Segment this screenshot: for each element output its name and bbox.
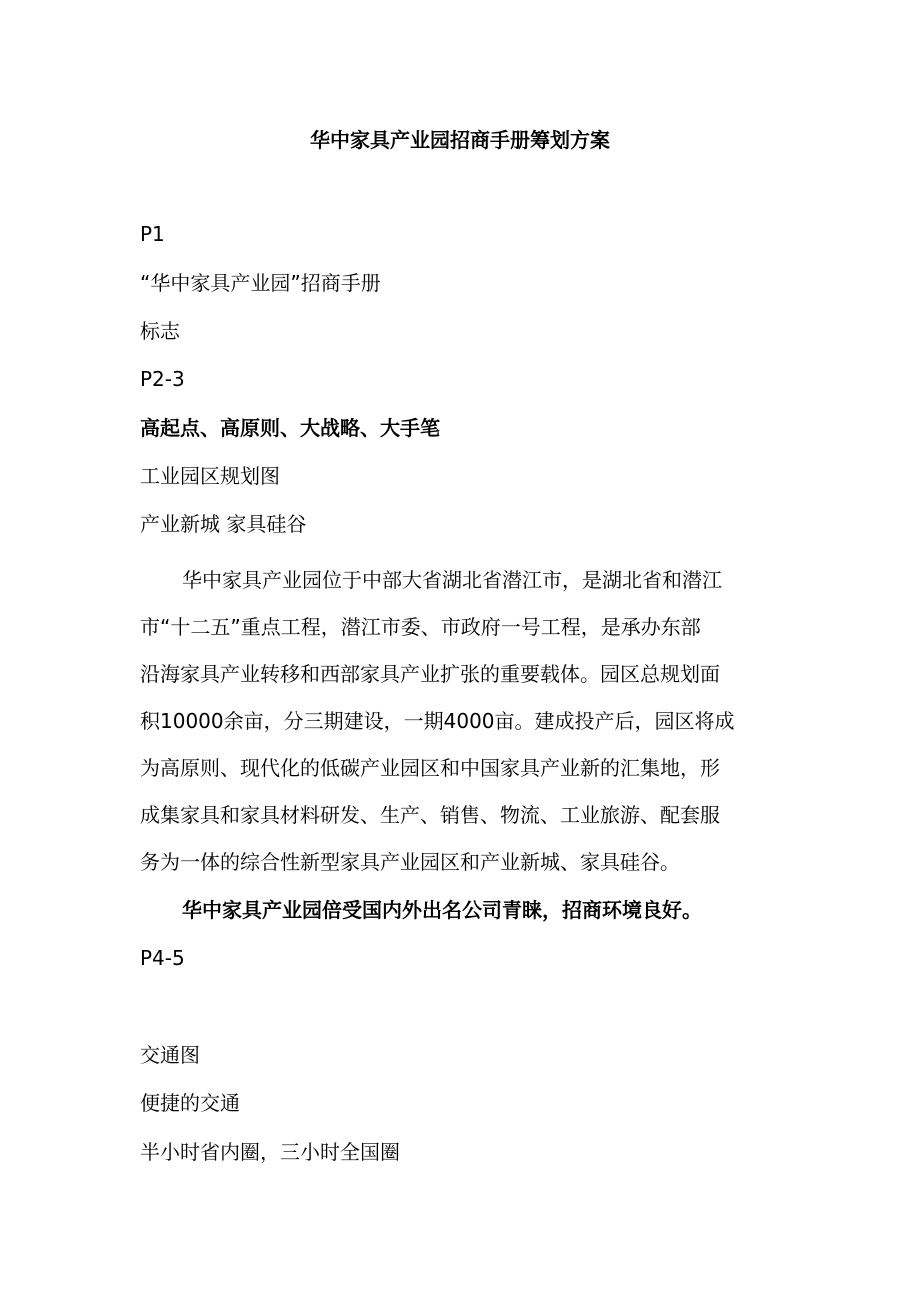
traffic-map-label: 交通图 xyxy=(140,1043,200,1067)
page-label-p4-5: P4-5 xyxy=(140,946,185,970)
highlight-paragraph: 华中家具产业园倍受国内外出名公司青睐，招商环境良好。 xyxy=(182,898,702,922)
handbook-title: “华中家具产业园”招商手册 xyxy=(140,271,381,295)
intro-line: 积10000余亩，分三期建设，一期4000亩。建成投产后，园区将成 xyxy=(140,709,735,733)
intro-line: 沿海家具产业转移和西部家具产业扩张的重要载体。园区总规划面 xyxy=(140,662,720,686)
intro-line: 务为一体的综合性新型家具产业园区和产业新城、家具硅谷。 xyxy=(140,850,680,874)
traffic-title: 便捷的交通 xyxy=(140,1091,240,1115)
traffic-description: 半小时省内圈，三小时全国圈 xyxy=(140,1140,400,1164)
logo-label: 标志 xyxy=(140,319,180,343)
intro-line: 华中家具产业园位于中部大省湖北省潜江市，是湖北省和潜江 xyxy=(182,568,722,592)
page-label-p2-3: P2-3 xyxy=(140,367,185,391)
intro-line: 为高原则、现代化的低碳产业园区和中国家具产业新的汇集地，形 xyxy=(140,756,720,780)
subtitle: 产业新城 家具硅谷 xyxy=(140,512,307,536)
page-label-p1: P1 xyxy=(140,222,165,246)
slogan-heading: 高起点、高原则、大战略、大手笔 xyxy=(140,416,440,440)
document-title: 华中家具产业园招商手册筹划方案 xyxy=(310,128,610,152)
plan-map-label: 工业园区规划图 xyxy=(140,464,280,488)
intro-paragraph xyxy=(140,557,785,886)
intro-line: 市“十二五”重点工程，潜江市委、市政府一号工程，是承办东部 xyxy=(140,615,701,639)
intro-line: 成集家具和家具材料研发、生产、销售、物流、工业旅游、配套服 xyxy=(140,803,720,827)
